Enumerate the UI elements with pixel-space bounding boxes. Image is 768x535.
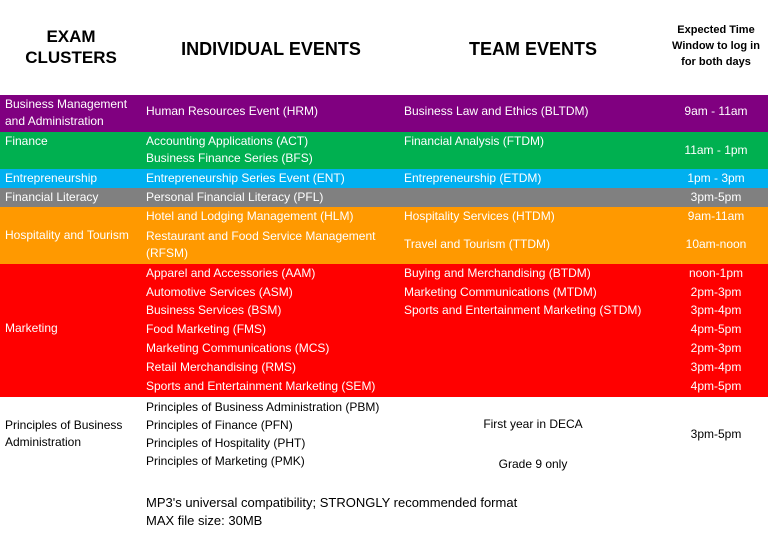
header-time-window: Expected Time Window to log in for both days [672,24,760,68]
individual-event: Business Finance Series (BFS) [146,151,313,165]
individual-event: Principles of Marketing (PMK) [146,454,305,468]
cluster-label: Principles of Business Administration [5,418,123,449]
header-team-events: TEAM EVENTS [468,39,597,59]
team-event: Hospitality Services (HTDM) [404,209,555,223]
individual-event: Principles of Finance (PFN) [146,418,293,432]
time-window: 4pm-5pm [690,322,742,336]
time-window: 10am-noon [685,237,747,251]
cluster-label: Business Management and Administration [5,97,128,128]
team-event: Sports and Entertainment Marketing (STDM) [404,303,642,317]
team-event: Business Law and Ethics (BLTDM) [404,104,589,118]
individual-event: Food Marketing (FMS) [146,322,267,336]
team-event: Travel and Tourism (TTDM) [404,237,551,251]
cluster-label: Hospitality and Tourism [5,228,129,242]
individual-event: Retail Merchandising (RMS) [146,360,297,374]
time-window: 11am - 1pm [684,143,748,157]
time-window: 9am - 11am [684,104,748,118]
team-event: Buying and Merchandising (BTDM) [404,266,591,280]
cluster-label: Entrepreneurship [5,171,98,185]
individual-event: Personal Financial Literacy (PFL) [146,190,324,204]
header-individual-events: INDIVIDUAL EVENTS [181,39,361,59]
time-window: noon-1pm [688,266,744,280]
time-window: 4pm-5pm [690,379,742,393]
team-event: Marketing Communications (MTDM) [404,285,597,299]
time-window: 9am-11am [687,209,745,223]
individual-event: Apparel and Accessories (AAM) [146,266,316,280]
individual-event: Accounting Applications (ACT) [146,134,309,148]
team-event: Grade 9 only [498,457,568,471]
footer-format-note: MP3's universal compatibility; STRONGLY recommended format [146,495,518,510]
header-exam-clusters: EXAM CLUSTERS [25,27,117,67]
individual-event: Principles of Business Administration (PBM) [146,400,380,414]
time-window: 1pm - 3pm [687,171,745,185]
team-event: Entrepreneurship (ETDM) [404,171,542,185]
time-window: 3pm-4pm [690,303,742,317]
time-window: 3pm-4pm [690,360,742,374]
cluster-label: Finance [5,134,48,148]
individual-event: Hotel and Lodging Management (HLM) [146,209,354,223]
individual-event: Entrepreneurship Series Event (ENT) [146,171,345,185]
individual-event: Marketing Communications (MCS) [146,341,330,355]
time-window: 3pm-5pm [690,190,742,204]
individual-event: Sports and Entertainment Marketing (SEM) [146,379,376,393]
cluster-label: Financial Literacy [5,190,99,204]
individual-event: Human Resources Event (HRM) [146,104,319,118]
footer-max-size: MAX file size: 30MB [146,513,263,528]
team-event: Financial Analysis (FTDM) [404,134,545,148]
cluster-label: Marketing [5,321,58,335]
individual-event: Principles of Hospitality (PHT) [146,436,306,450]
time-window: 2pm-3pm [690,341,742,355]
individual-event: Business Services (BSM) [146,303,282,317]
individual-event: Automotive Services (ASM) [146,285,293,299]
time-window: 3pm-5pm [690,427,742,441]
individual-event: Restaurant and Food Service Management (RFSM) [146,229,376,260]
team-event: First year in DECA [483,417,583,431]
time-window: 2pm-3pm [690,285,742,299]
